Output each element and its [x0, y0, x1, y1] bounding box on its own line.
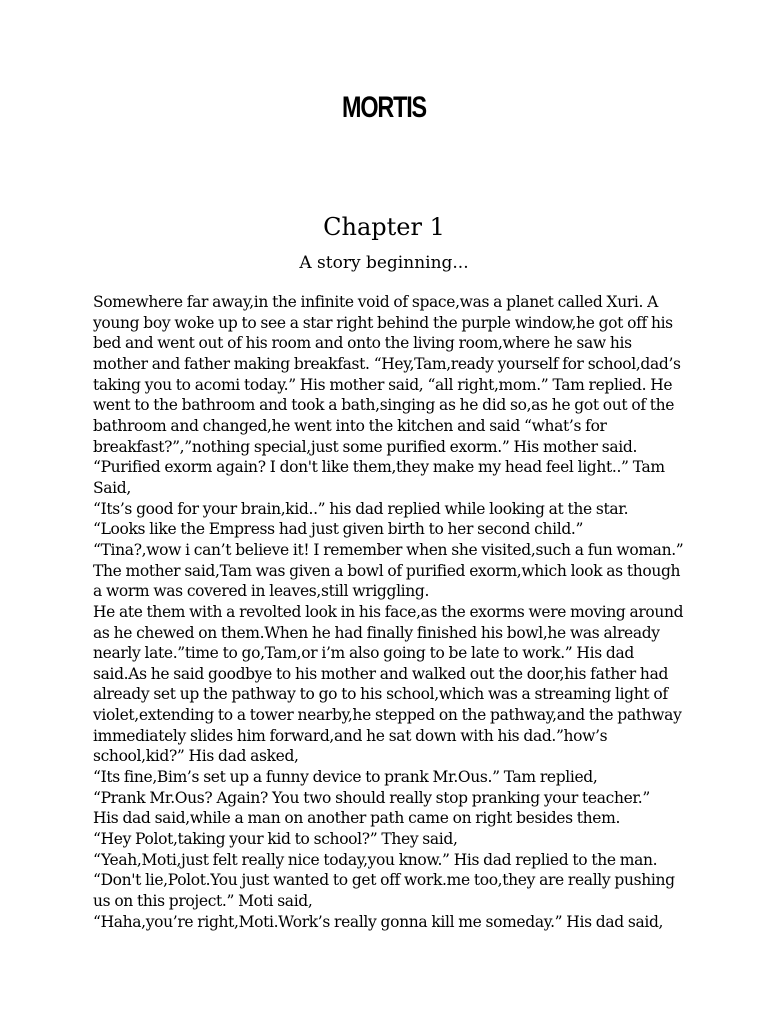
- chapter-heading: Chapter 1: [323, 213, 445, 241]
- body-line: breakfast?”,”nothing special,just some purified exorm.” His mother said.: [93, 437, 638, 456]
- body-line: “Yeah,Moti,just felt really nice today,you know.” His dad replied to the man.: [93, 850, 658, 869]
- body-line: mother and father making breakfast. “Hey,Tam,ready yourself for school,dad’s: [93, 354, 681, 373]
- body-line: said.As he said goodbye to his mother and walked out the door,his father had: [93, 664, 669, 683]
- body-line: Somewhere far away,in the infinite void of space,was a planet called Xuri. A: [93, 293, 658, 311]
- body-line: “Haha,you’re right,Moti.Work’s really gonna kill me someday.” His dad said,: [93, 912, 664, 931]
- body-line: Said,: [93, 478, 131, 497]
- body-line: “Its fine,Bim’s set up a funny device to prank Mr.Ous.” Tam replied,: [93, 768, 598, 787]
- body-line: a worm was covered in leaves,still wriggling.: [93, 582, 430, 601]
- body-line: He ate them with a revolted look in his face,as the exorms were moving around: [93, 602, 684, 621]
- body-line: bed and went out of his room and onto the living room,where he saw his: [93, 334, 632, 353]
- body-line: “Prank Mr.Ous? Again? You two should really stop pranking your teacher.”: [93, 788, 650, 807]
- body-line: young boy woke up to see a star right behind the purple window,he got off his: [93, 313, 673, 332]
- body-line: already set up the pathway to go to his school,which was a streaming light of: [93, 685, 668, 704]
- body-line: violet,extending to a tower nearby,he stepped on the pathway,and the pathway: [93, 706, 682, 725]
- document-title: MORTIS: [342, 91, 426, 124]
- body-line: school,kid?” His dad asked,: [93, 747, 299, 766]
- body-line: taking you to acomi today.” His mother said, “all right,mom.” Tam replied. He: [93, 375, 673, 394]
- body-line: us on this project.” Moti said,: [93, 892, 313, 911]
- body-line: His dad said,while a man on another path came on right besides them.: [93, 809, 621, 828]
- body-line: “Looks like the Empress had just given birth to her second child.”: [93, 520, 584, 539]
- body-line: The mother said,Tam was given a bowl of purified exorm,which look as though: [93, 561, 681, 580]
- chapter-subtitle: A story beginning...: [299, 253, 469, 273]
- body-line: went to the bathroom and took a bath,singing as he did so,as he got out of the: [93, 396, 675, 415]
- body-line: as he chewed on them.When he had finally finished his bowl,he was already: [93, 623, 660, 642]
- body-line: “Its’s good for your brain,kid..” his dad replied while looking at the star.: [93, 499, 629, 518]
- body-line: “Purified exorm again? I don't like them,they make my head feel light..” Tam: [93, 458, 665, 477]
- body-line: “Hey Polot,taking your kid to school?” They said,: [93, 830, 458, 849]
- body-line: “Tina?,wow i can’t believe it! I remember when she visited,such a fun woman.”: [93, 540, 684, 559]
- body-line: immediately slides him forward,and he sat down with his dad.”how’s: [93, 726, 608, 745]
- body-line: nearly late.”time to go,Tam,or i’m also going to be late to work.” His dad: [93, 644, 634, 663]
- body-line: “Don't lie,Polot.You just wanted to get off work.me too,they are really pushing: [93, 871, 675, 890]
- story-body: [93, 292, 683, 932]
- body-line: bathroom and changed,he went into the kitchen and said “what’s for: [93, 416, 607, 435]
